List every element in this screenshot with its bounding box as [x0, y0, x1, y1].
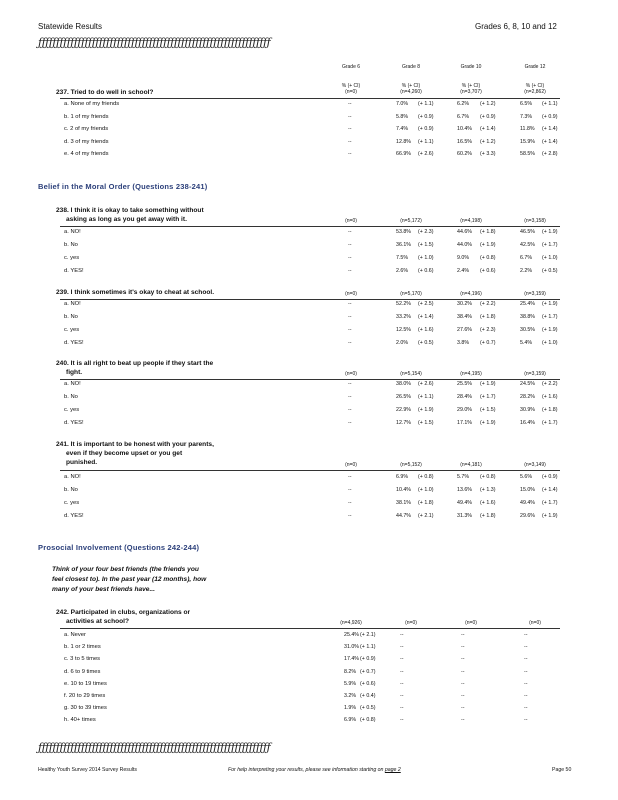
- percent-value: 29.0%: [457, 407, 473, 413]
- answer-label: a. NO!: [64, 229, 81, 235]
- confidence-interval: (+ 1.5): [418, 242, 434, 248]
- confidence-interval: (+ 1.8): [480, 314, 496, 320]
- percent-value: --: [348, 101, 352, 107]
- question-242-title-cont: activities at school?: [66, 618, 130, 625]
- confidence-interval: (+ 1.1): [418, 101, 434, 107]
- page-number: Page 50: [552, 767, 572, 773]
- percent-value: --: [400, 705, 404, 712]
- question-rule: [60, 98, 560, 99]
- percent-value: 3.2%: [344, 693, 357, 699]
- header-right: Grades 6, 8, 10 and 12: [475, 22, 557, 31]
- confidence-interval: (+ 1.8): [418, 500, 434, 506]
- confidence-interval: (+ 1.8): [480, 229, 496, 235]
- percent-value: 9.0%: [457, 255, 470, 261]
- confidence-interval: (+ 1.5): [418, 420, 434, 426]
- answer-label: a. NO!: [64, 301, 81, 307]
- confidence-interval: (+ 1.0): [542, 340, 558, 346]
- percent-value: --: [348, 513, 352, 519]
- percent-value: 29.6%: [520, 513, 536, 519]
- percent-value: 28.2%: [520, 394, 536, 400]
- percent-value: 16.4%: [520, 420, 536, 426]
- confidence-interval: (+ 1.2): [480, 138, 496, 145]
- percent-value: --: [348, 407, 352, 413]
- header-left: Statewide Results: [38, 22, 103, 31]
- question-rule: [60, 226, 560, 227]
- percent-value: 7.5%: [396, 255, 409, 261]
- n-value: (n=4,926): [340, 620, 362, 626]
- confidence-interval: (+ 0.9): [480, 113, 496, 120]
- confidence-interval: (+ 1.1): [418, 394, 434, 400]
- percent-value: --: [524, 717, 528, 724]
- question-241-title: 241. It is important to be honest with your parents,: [56, 441, 214, 448]
- confidence-interval: (+ 2.2): [542, 381, 558, 387]
- question-rule: [60, 628, 560, 629]
- grade-12-heading: Grade 12: [524, 64, 546, 70]
- answer-label: a. NO!: [64, 474, 81, 480]
- percent-value: --: [348, 474, 352, 480]
- n-value: (n=3,159): [524, 371, 546, 377]
- percent-value: 5.4%: [520, 340, 533, 346]
- percent-value: --: [400, 644, 404, 651]
- confidence-interval: (+ 0.6): [480, 268, 496, 274]
- confidence-interval: (+ 1.0): [418, 255, 434, 261]
- percent-value: 66.9%: [396, 151, 412, 157]
- n-value: (n=2,862): [524, 89, 546, 95]
- percent-value: --: [348, 255, 352, 261]
- confidence-interval: (+ 3.3): [480, 151, 496, 157]
- confidence-interval: (+ 1.1): [542, 101, 558, 107]
- answer-label: a. NO!: [64, 381, 81, 387]
- confidence-interval: (+ 0.9): [418, 113, 434, 120]
- percent-value: 11.8%: [520, 126, 535, 132]
- confidence-interval: (+ 1.4): [542, 126, 558, 132]
- confidence-interval: (+ 0.8): [480, 255, 496, 261]
- n-value: (n=0): [345, 462, 357, 468]
- page-2-link[interactable]: page 2: [384, 767, 401, 773]
- confidence-interval: (+ 0.7): [480, 340, 496, 346]
- confidence-interval: (+ 1.4): [480, 126, 496, 132]
- confidence-interval: (+ 2.6): [418, 381, 434, 387]
- confidence-interval: (+ 2.2): [480, 301, 496, 307]
- confidence-interval: (+ 1.9): [542, 301, 558, 307]
- answer-label: b. 1 of my friends: [64, 113, 109, 120]
- question-rule: [60, 470, 560, 471]
- question-238-title-cont: asking as long as you get away with it.: [66, 216, 187, 223]
- percent-value: 7.3%: [520, 113, 533, 120]
- percent-value: --: [348, 487, 352, 493]
- confidence-interval: (+ 1.2): [480, 101, 496, 107]
- percent-value: 30.5%: [520, 327, 536, 333]
- n-value: (n=3,159): [524, 291, 546, 297]
- percent-value: 17.1%: [457, 420, 473, 426]
- percent-value: 12.8%: [396, 138, 412, 145]
- percent-value: --: [348, 327, 352, 333]
- confidence-interval: (+ 1.4): [542, 138, 558, 145]
- percent-value: 25.5%: [457, 381, 473, 387]
- percent-value: 38.4%: [457, 314, 473, 320]
- answer-label: c. yes: [64, 327, 80, 333]
- pct-ci-label: % (+ CI): [525, 83, 545, 89]
- percent-value: 33.2%: [396, 314, 412, 320]
- question-240-title-cont: fight.: [66, 369, 83, 376]
- confidence-interval: (+ 0.9): [542, 474, 558, 480]
- confidence-interval: (+ 1.7): [542, 242, 558, 248]
- answer-label: d. YES!: [64, 513, 84, 519]
- percent-value: 26.5%: [396, 394, 412, 400]
- percent-value: 8.2%: [344, 668, 357, 675]
- answer-label: d. YES!: [64, 268, 84, 274]
- confidence-interval: (+ 1.0): [542, 255, 558, 261]
- n-value: (n=4,196): [460, 291, 482, 297]
- percent-value: 2.6%: [396, 268, 409, 274]
- percent-value: 30.9%: [520, 407, 536, 413]
- confidence-interval: (+ 2.3): [480, 327, 496, 333]
- confidence-interval: (+ 1.5): [480, 407, 496, 413]
- percent-value: 46.5%: [520, 229, 536, 235]
- question-237-title: 237. Tried to do well in school?: [56, 89, 154, 96]
- answer-label: c. yes: [64, 255, 80, 261]
- question-241-title-cont: punished.: [66, 459, 98, 466]
- confidence-interval: (+ 1.9): [480, 381, 496, 387]
- percent-value: --: [348, 126, 352, 132]
- n-value: (n=5,152): [400, 462, 422, 468]
- percent-value: 44.6%: [457, 229, 473, 235]
- percent-value: --: [400, 656, 404, 663]
- n-value: (n=0): [405, 620, 417, 626]
- answer-label: d. 3 of my friends: [64, 138, 109, 145]
- confidence-interval: (+ 1.4): [418, 314, 434, 320]
- percent-value: 38.1%: [396, 500, 412, 506]
- percent-value: --: [348, 242, 352, 248]
- footer-rule: ƒƒƒƒƒƒƒƒƒƒƒƒƒƒƒƒƒƒƒƒƒƒƒƒƒƒƒƒƒƒƒƒƒƒƒƒƒƒƒƒƒƒƒƒƒƒƒƒƒƒƒƒƒƒƒƒƒƒƒƒƒƒƒƒƒ: [38, 741, 271, 754]
- percent-value: 7.4%: [396, 126, 409, 132]
- percent-value: --: [524, 632, 528, 638]
- percent-value: 5.9%: [344, 680, 357, 687]
- percent-value: 2.0%: [396, 340, 409, 346]
- answer-label: g. 30 to 39 times: [64, 705, 107, 712]
- intro-text: feel closest to). In the past year (12 months), how: [52, 576, 207, 583]
- answer-label: e. 4 of my friends: [64, 151, 109, 157]
- answer-label: a. None of my friends: [64, 101, 120, 107]
- percent-value: --: [348, 381, 352, 387]
- percent-value: 3.8%: [457, 340, 470, 346]
- confidence-interval: (+ 1.7): [542, 420, 558, 426]
- confidence-interval: (+ 1.8): [542, 407, 558, 413]
- grade-6-heading: Grade 6: [341, 64, 361, 70]
- confidence-interval: (+ 2.1): [418, 513, 434, 519]
- n-value: (n=0): [345, 89, 357, 95]
- n-value: (n=0): [345, 291, 357, 297]
- confidence-interval: (+ 1.3): [480, 487, 496, 493]
- percent-value: 5.7%: [457, 474, 470, 480]
- percent-value: --: [348, 113, 352, 120]
- confidence-interval: (+ 0.9): [418, 126, 434, 132]
- percent-value: --: [400, 717, 404, 724]
- question-rule: [60, 299, 560, 300]
- percent-value: 15.0%: [520, 487, 536, 493]
- n-value: (n=4,260): [400, 89, 422, 95]
- n-value: (n=5,172): [400, 218, 422, 224]
- percent-value: 15.9%: [520, 138, 536, 145]
- answer-label: b. No: [64, 242, 78, 248]
- percent-value: --: [348, 301, 352, 307]
- percent-value: --: [348, 340, 352, 346]
- percent-value: 60.2%: [457, 151, 473, 157]
- confidence-interval: (+ 0.8): [480, 474, 496, 480]
- percent-value: 7.0%: [396, 101, 409, 107]
- confidence-interval: (+ 1.6): [418, 327, 434, 333]
- percent-value: --: [461, 693, 465, 699]
- answer-label: b. No: [64, 487, 78, 493]
- percent-value: --: [461, 656, 465, 663]
- confidence-interval: (+ 0.5): [418, 340, 434, 346]
- answer-label: e. 10 to 19 times: [64, 680, 107, 687]
- confidence-interval: (+ 1.9): [542, 229, 558, 235]
- percent-value: 44.0%: [457, 242, 473, 248]
- percent-value: 12.5%: [396, 327, 412, 333]
- pct-ci-label: % (+ CI): [461, 83, 481, 89]
- n-value: (n=0): [529, 620, 541, 626]
- percent-value: 52.2%: [396, 301, 412, 307]
- percent-value: --: [524, 644, 528, 651]
- percent-value: 42.5%: [520, 242, 536, 248]
- answer-label: h. 40+ times: [64, 717, 96, 724]
- section-title-prosocial: Prosocial Involvement (Questions 242-244): [38, 543, 200, 552]
- percent-value: 36.1%: [396, 242, 412, 248]
- percent-value: 1.9%: [344, 705, 357, 712]
- grade-10-heading: Grade 10: [460, 64, 482, 70]
- confidence-interval: (+ 1.6): [480, 500, 496, 506]
- footer-left: Healthy Youth Survey 2014 Survey Results: [38, 767, 137, 773]
- percent-value: --: [524, 680, 528, 687]
- confidence-interval: (+ 2.5): [418, 301, 434, 307]
- percent-value: 10.4%: [457, 126, 473, 132]
- percent-value: --: [400, 693, 404, 699]
- confidence-interval: (+ 1.8): [480, 513, 496, 519]
- pct-ci-label: % (+ CI): [401, 83, 421, 89]
- confidence-interval: (+ 2.8): [542, 151, 558, 157]
- confidence-interval: (+ 1.7): [542, 314, 558, 320]
- n-value: (n=0): [345, 218, 357, 224]
- confidence-interval: (+ 1.9): [542, 513, 558, 519]
- confidence-interval: (+ 2.3): [418, 229, 434, 235]
- percent-value: 30.2%: [457, 301, 473, 307]
- intro-text: many of your best friends have...: [52, 586, 155, 593]
- n-value: (n=5,170): [400, 291, 422, 297]
- question-240-title: 240. It is all right to beat up people if they start the: [56, 360, 214, 367]
- question-241-title-cont: even if they become upset or you get: [66, 450, 183, 457]
- answer-label: b. No: [64, 394, 78, 400]
- percent-value: --: [461, 680, 465, 687]
- answer-label: c. yes: [64, 500, 80, 506]
- confidence-interval: (+ 1.1): [360, 644, 376, 651]
- percent-value: 31.3%: [457, 513, 473, 519]
- confidence-interval: (+ 0.6): [418, 268, 434, 274]
- confidence-interval: (+ 1.9): [480, 420, 496, 426]
- percent-value: --: [461, 632, 465, 638]
- percent-value: 5.6%: [520, 474, 533, 480]
- percent-value: 5.8%: [396, 113, 409, 120]
- confidence-interval: (+ 1.9): [480, 242, 496, 248]
- confidence-interval: (+ 0.9): [542, 113, 558, 120]
- question-239-title: 239. I think sometimes it's okay to cheat at school.: [56, 289, 215, 296]
- percent-value: 49.4%: [520, 500, 536, 506]
- section-title-moral-order: Belief in the Moral Order (Questions 238-241): [38, 182, 208, 191]
- percent-value: --: [524, 668, 528, 675]
- percent-value: --: [461, 705, 465, 712]
- percent-value: 25.4%: [520, 301, 536, 307]
- n-value: (n=0): [345, 371, 357, 377]
- confidence-interval: (+ 1.9): [418, 407, 434, 413]
- confidence-interval: (+ 0.5): [360, 705, 376, 712]
- question-238-title: 238. I think it is okay to take something without: [56, 207, 204, 214]
- n-value: (n=5,154): [400, 371, 422, 377]
- percent-value: 6.9%: [396, 474, 409, 480]
- percent-value: 6.9%: [344, 717, 357, 724]
- n-value: (n=0): [465, 620, 477, 626]
- percent-value: --: [461, 644, 465, 651]
- confidence-interval: (+ 0.8): [360, 717, 376, 724]
- percent-value: --: [348, 420, 352, 426]
- percent-value: --: [348, 138, 352, 145]
- percent-value: 6.5%: [520, 101, 533, 107]
- answer-label: c. 3 to 5 times: [64, 656, 101, 663]
- percent-value: 2.2%: [520, 268, 533, 274]
- answer-label: d. YES!: [64, 420, 84, 426]
- percent-value: 17.4%: [344, 656, 360, 663]
- n-value: (n=3,707): [460, 89, 482, 95]
- percent-value: 49.4%: [457, 500, 473, 506]
- percent-value: --: [348, 151, 352, 157]
- n-value: (n=4,198): [460, 218, 482, 224]
- percent-value: 16.5%: [457, 138, 473, 145]
- percent-value: --: [400, 680, 404, 687]
- answer-label: b. 1 or 2 times: [64, 644, 101, 651]
- intro-text: Think of your four best friends (the friends you: [52, 566, 199, 573]
- answer-label: f. 20 to 29 times: [64, 693, 106, 699]
- percent-value: --: [524, 656, 528, 663]
- confidence-interval: (+ 0.5): [542, 268, 558, 274]
- answer-label: d. 6 to 9 times: [64, 668, 101, 675]
- confidence-interval: (+ 2.6): [418, 151, 434, 157]
- n-value: (n=4,195): [460, 371, 482, 377]
- percent-value: 10.4%: [396, 487, 412, 493]
- percent-value: --: [348, 314, 352, 320]
- confidence-interval: (+ 1.4): [542, 487, 558, 493]
- footer-help-text: For help interpreting your results, please see information starting on: [228, 767, 385, 773]
- percent-value: 2.4%: [457, 268, 470, 274]
- n-value: (n=3,158): [524, 218, 546, 224]
- percent-value: 44.7%: [396, 513, 412, 519]
- percent-value: --: [348, 229, 352, 235]
- pct-ci-label: % (+ CI): [341, 83, 361, 89]
- percent-value: 28.4%: [457, 394, 473, 400]
- percent-value: 31.0%: [344, 644, 360, 651]
- percent-value: 12.7%: [396, 420, 412, 426]
- percent-value: 25.4%: [344, 632, 360, 638]
- percent-value: 53.8%: [396, 229, 412, 235]
- confidence-interval: (+ 1.1): [418, 138, 434, 145]
- percent-value: --: [400, 632, 404, 638]
- confidence-interval: (+ 0.6): [360, 680, 376, 687]
- percent-value: 24.5%: [520, 381, 536, 387]
- n-value: (n=3,149): [524, 462, 546, 468]
- percent-value: 13.6%: [457, 487, 473, 493]
- confidence-interval: (+ 0.9): [360, 656, 376, 663]
- header-rule: ƒƒƒƒƒƒƒƒƒƒƒƒƒƒƒƒƒƒƒƒƒƒƒƒƒƒƒƒƒƒƒƒƒƒƒƒƒƒƒƒƒƒƒƒƒƒƒƒƒƒƒƒƒƒƒƒƒƒƒƒƒƒƒƒƒ: [38, 36, 271, 49]
- confidence-interval: (+ 1.9): [542, 327, 558, 333]
- n-value: (n=4,181): [460, 462, 482, 468]
- confidence-interval: (+ 1.6): [542, 394, 558, 400]
- grade-8-heading: Grade 8: [401, 64, 421, 70]
- answer-label: a. Never: [64, 632, 86, 638]
- percent-value: --: [461, 668, 465, 675]
- question-242-title: 242. Participated in clubs, organizations or: [56, 609, 191, 616]
- percent-value: 38.8%: [520, 314, 536, 320]
- percent-value: --: [461, 717, 465, 724]
- confidence-interval: (+ 2.1): [360, 632, 376, 638]
- answer-label: c. 2 of my friends: [64, 126, 109, 132]
- percent-value: --: [524, 705, 528, 712]
- percent-value: --: [348, 394, 352, 400]
- confidence-interval: (+ 0.7): [360, 668, 376, 675]
- confidence-interval: (+ 1.7): [542, 500, 558, 506]
- percent-value: 6.7%: [457, 113, 470, 120]
- confidence-interval: (+ 1.0): [418, 487, 434, 493]
- answer-label: b. No: [64, 314, 78, 320]
- percent-value: --: [348, 268, 352, 274]
- percent-value: 38.0%: [396, 381, 412, 387]
- percent-value: 6.2%: [457, 101, 470, 107]
- percent-value: --: [524, 693, 528, 699]
- percent-value: 22.9%: [396, 407, 412, 413]
- answer-label: c. yes: [64, 407, 80, 413]
- percent-value: 27.6%: [457, 327, 473, 333]
- footer-help: [228, 767, 401, 773]
- confidence-interval: (+ 0.4): [360, 693, 376, 699]
- percent-value: --: [348, 500, 352, 506]
- percent-value: 6.7%: [520, 255, 533, 261]
- confidence-interval: (+ 0.8): [418, 474, 434, 480]
- confidence-interval: (+ 1.7): [480, 394, 496, 400]
- percent-value: 58.5%: [520, 151, 536, 157]
- percent-value: --: [400, 668, 404, 675]
- question-rule: [60, 379, 560, 380]
- answer-label: d. YES!: [64, 340, 84, 346]
